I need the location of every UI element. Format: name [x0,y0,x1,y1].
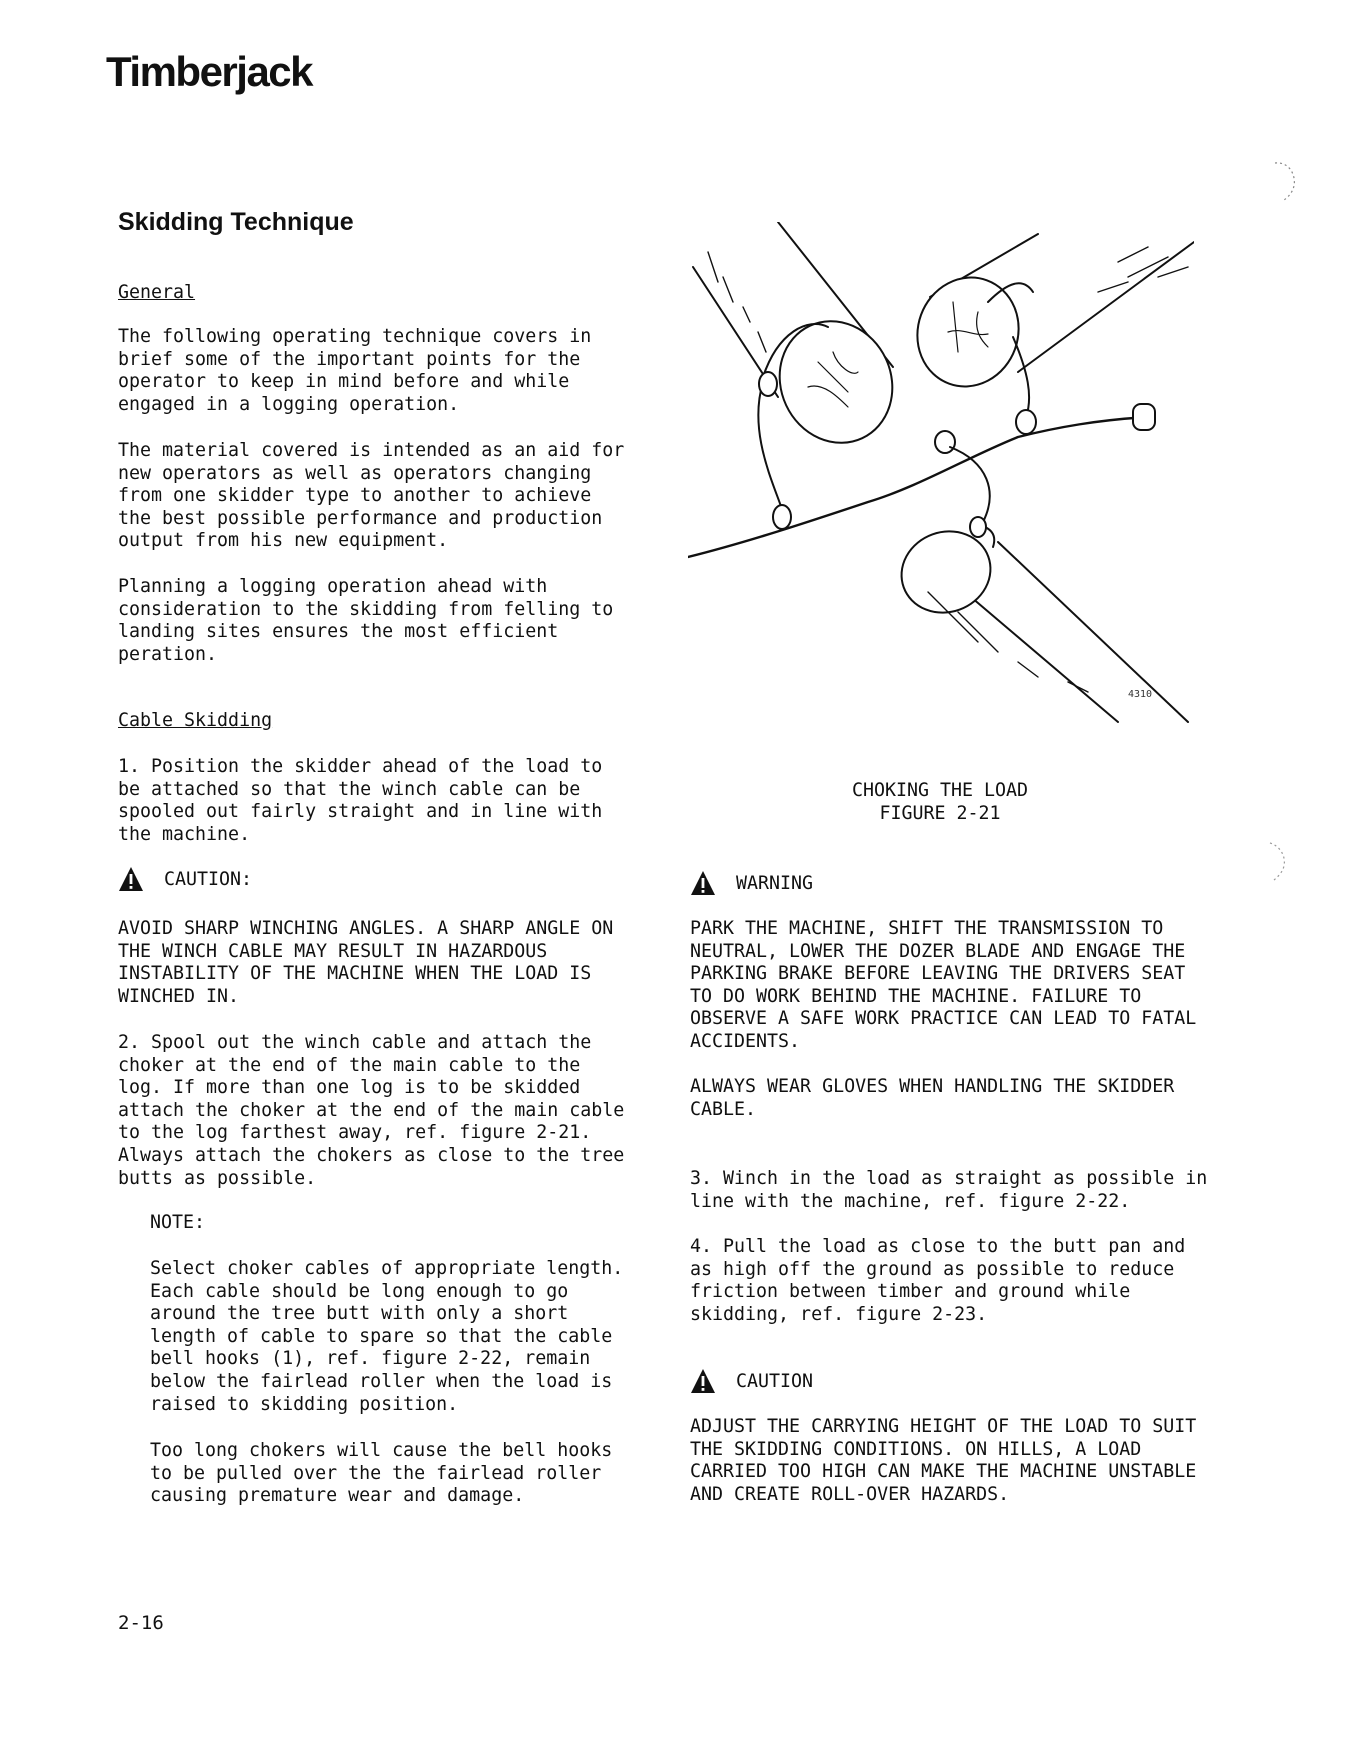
warning-triangle-icon [690,870,716,896]
note-paragraph-1: Select choker cables of appropriate length. Each cable should be long enough to go around the tree butt with only a short length of cable to spare so that the cable bell hooks (1), ref. figure 2-22, remain below the fairlead roller when the load is raised to skidding position. [150,1258,624,1415]
caution-2-label: CAUTION [736,1370,814,1392]
figure-id-mark: 4310 [1128,689,1153,700]
warning-text-1: PARK THE MACHINE, SHIFT THE TRANSMISSION TO NEUTRAL, LOWER THE DOZER BLADE AND ENGAGE THE PARKING BRAKE BEFORE LEAVING THE DRIVERS SEAT TO DO WORK BEHIND THE MACHINE. FAILURE TO OBSERVE A SAFE WORK PRACTICE CAN LEAD TO FATAL ACCIDENTS. [690,918,1197,1052]
general-paragraph-2: The material covered is intended as an aid for new operators as well as operators changing from one skidder type to another to achieve the best possible performance and production output from his new equipment. [118,440,625,552]
general-paragraph-3: Planning a logging operation ahead with consideration to the skidding from felling to landing sites ensures the most efficient peration. [118,576,614,665]
note-label: NOTE: [150,1212,206,1233]
note-paragraph-2: Too long chokers will cause the bell hooks to be pulled over the the fairlead roller causing premature wear and damage. [150,1440,613,1507]
page-number: 2-16 [118,1612,164,1634]
caution-1-label: CAUTION: [164,868,253,890]
scan-artifact [1270,158,1300,208]
warning-text-2: ALWAYS WEAR GLOVES WHEN HANDLING THE SKIDDER CABLE. [690,1076,1175,1120]
step-4-text: 4. Pull the load as close to the butt pan and as high off the ground as possible to reduce friction between timber and ground while skidding, ref. figure 2-23. [690,1236,1186,1325]
general-heading: General [118,282,196,303]
caution-1-text: AVOID SHARP WINCHING ANGLES. A SHARP ANGLE ON THE WINCH CABLE MAY RESULT IN HAZARDOUS INSTABILITY OF THE MACHINE WHEN THE LOAD IS WINCHED IN. [118,918,614,1007]
general-paragraph-1: The following operating technique covers in brief some of the important points for the operator to keep in mind before and while engaged in a logging operation. [118,326,592,415]
figure-caption [800,780,1080,825]
figure-caption-number: FIGURE 2-21 [879,802,1001,824]
section-title: Skidding Technique [118,208,354,236]
step-1-text: 1. Position the skidder ahead of the load to be attached so that the winch cable can be spooled out fairly straight and in line with the machine. [118,756,603,845]
warning-label: WARNING [736,872,814,894]
caution-1-alert [118,866,252,892]
caution-triangle-icon [118,866,144,892]
choking-the-load-illustration [688,222,1194,752]
caution-triangle-icon [690,1368,716,1394]
cable-skidding-heading: Cable Skidding [118,710,273,731]
caution-2-text: ADJUST THE CARRYING HEIGHT OF THE LOAD TO SUIT THE SKIDDING CONDITIONS. ON HILLS, A LOAD CARRIED TOO HIGH CAN MAKE THE MACHINE UNSTABLE AND CREATE ROLL-OVER HAZARDS. [690,1416,1197,1505]
brand-logo-text: Timberjack [106,48,313,95]
scan-artifact [1262,838,1292,888]
caution-2-alert [690,1368,813,1394]
warning-alert [690,870,813,896]
step-2-text: 2. Spool out the winch cable and attach the choker at the end of the main cable to the log. If more than one log is to be skidded attach the choker at the end of the main cable to the log farthest away, ref. figure 2-21. Always attach the chokers as close to the tree butts as possible. [118,1032,625,1189]
step-3-text: 3. Winch in the load as straight as possible in line with the machine, ref. figure 2-22. [690,1168,1208,1212]
figure-caption-title: CHOKING THE LOAD [851,780,1029,801]
